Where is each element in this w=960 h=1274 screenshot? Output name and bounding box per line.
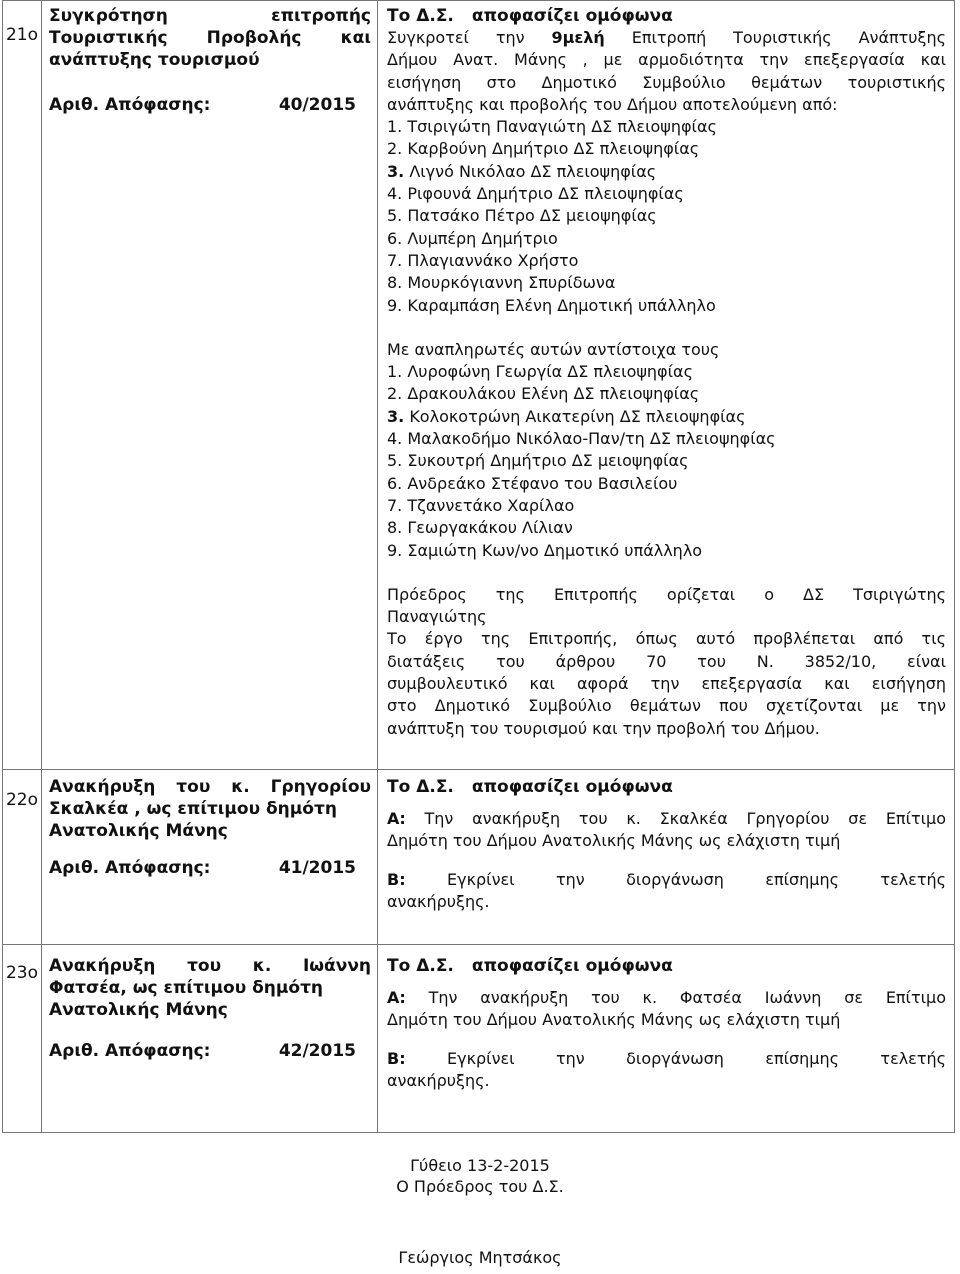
list-item-text: Ανδρεάκο Στέφανο του Βασιλείου [407,473,678,493]
list-item-text: Συκουτρή Δημήτριο ΔΣ μειοψηφίας [407,451,689,471]
substitutes-list [387,361,946,562]
list-item-text: Κολοκοτρώνη Αικατερίνη ΔΣ πλειοψηφίας [409,406,746,426]
subject-line: Τουριστικής Προβολής και [49,28,371,48]
subject-cell [42,945,378,1133]
subject-line: Συγκρότηση επιτροπής [49,6,371,26]
list-item-number: 7. [387,250,403,270]
list-item [387,473,946,495]
list-item-text: Τζαννετάκο Χαρίλαο [407,495,575,515]
decision-number: Αριθ. Απόφασης: 41/2015 [49,858,356,878]
intro-line: Δήμου Ανατ. Μάνης , με αρμοδιότητα την επεξεργασία και [387,50,946,70]
list-item [387,250,946,272]
list-item-number: 6. [387,473,403,493]
list-item [387,428,946,450]
list-item [387,183,946,205]
list-item-text: Μαλακοδήμο Νικόλαο-Παν/τη ΔΣ πλειοψηφίας [407,429,776,449]
list-item-text: Δρακουλάκου Ελένη ΔΣ πλειοψηφίας [407,384,700,404]
list-item-text: Λυροφώνη Γεωργία ΔΣ πλειοψηφίας [407,362,693,382]
list-item [387,450,946,472]
item-number: 21ο [5,25,39,45]
item-number-cell [3,945,42,1133]
decision-number: Αριθ. Απόφασης: 40/2015 [49,95,356,115]
list-item [387,295,946,317]
president-line: Πρόεδρος της Επιτροπής ορίζεται ο ΔΣ Τσιριγώτης [387,584,946,604]
table-row [3,1,955,770]
intro-line: ανάπτυξης και προβολής του Δήμου αποτελούμενη από: [387,94,838,114]
substitutes-title: Με αναπληρωτές αυτών αντίστοιχα τους [387,339,720,359]
list-item-text: Πατσάκο Πέτρο ΔΣ μειοψηφίας [407,206,657,226]
list-item-number: 5. [387,206,403,226]
decision-body [378,770,955,945]
signatory-role: Ο Πρόεδρος του Δ.Σ. [396,1177,564,1196]
item-number-cell [3,1,42,770]
list-item [387,517,946,539]
work-line: συμβουλευτικό και αφορά την επεξεργασία και εισήγηση [387,674,946,694]
decision-number: Αριθ. Απόφασης: 42/2015 [49,1041,356,1061]
subject-line: Ανατολικής Μάνης [49,1000,228,1020]
list-item [387,228,946,250]
list-item-text: Σαμιώτη Κων/νο Δημοτικό υπάλληλο [407,540,703,560]
list-item [387,272,946,294]
decision-body [378,1,955,770]
list-item-number: 1. [387,362,403,382]
minutes-table [2,0,955,1133]
list-item-number: 3. [387,406,405,426]
list-item-number: 1. [387,117,403,137]
list-item-text: Πλαγιαννάκο Χρήστο [407,250,579,270]
subject-line: ανάπτυξης τουρισμού [49,50,260,70]
list-item [387,383,946,405]
decision-body [378,945,955,1133]
subject-cell [42,1,378,770]
list-item-number: 3. [387,161,405,181]
list-item-text: Τσιριγώτη Παναγιώτη ΔΣ πλειοψηφίας [407,117,717,137]
work-line: Το έργο της Επιτροπής, όπως αυτό προβλέπεται από τις [387,629,946,649]
work-line: στο Δημοτικό Συμβούλιο θεμάτων που σχετίζονται με την [387,696,946,716]
list-item-text: Μουρκόγιαννη Σπυρίδωνα [407,273,616,293]
list-item-number: 6. [387,228,403,248]
clause-a-line: Α: Την ανακήρυξη του κ. Σκαλκέα Γρηγορίου σε Επίτιμο [387,809,946,828]
list-item-number: 8. [387,273,403,293]
list-item-number: 9. [387,295,403,315]
members-list [387,116,946,317]
unanimous-heading: Το Δ.Σ. αποφασίζει ομόφωνα [387,6,673,26]
clause-b-line: Β: Εγκρίνει την διοργάνωση επίσημης τελετής [387,869,946,889]
work-line: ανάπτυξη του τουρισμού και την προβολή του Δήμου. [387,718,820,738]
subject-line: Ανακήρυξη του κ. Γρηγορίου [49,777,371,797]
list-item-text: Ριφουνά Δημήτριο ΔΣ πλειοψηφίας [407,184,684,204]
table-row [3,770,955,945]
list-item-number: 8. [387,518,403,538]
list-item [387,495,946,517]
clause-a-line: Δημότη του Δήμου Ανατολικής Μάνης ως ελάχιστη τιμή [387,1010,841,1030]
unanimous-heading: Το Δ.Σ. αποφασίζει ομόφωνα [387,777,673,797]
item-number-cell [3,770,42,945]
list-item [387,406,946,428]
list-item-number: 7. [387,495,403,515]
subject-line: Φατσέα, ως επίτιμου δημότη [49,978,324,998]
list-item [387,138,946,160]
list-item-number: 2. [387,384,403,404]
list-item-number: 4. [387,429,403,449]
clause-b-line: ανακήρυξης. [387,1070,490,1090]
list-item-text: Καρβούνη Δημήτριο ΔΣ πλειοψηφίας [407,139,700,159]
place-date: Γύθειο 13-2-2015 [410,1156,550,1175]
unanimous-heading: Το Δ.Σ. αποφασίζει ομόφωνα [387,956,673,976]
list-item [387,540,946,562]
clause-a-line: Δημότη του Δήμου Ανατολικής Μάνης ως ελάχιστη τιμή [387,831,841,851]
subject-line: Ανατολικής Μάνης [49,821,228,841]
subject-line: Σκαλκέα , ως επίτιμου δημότη [49,799,337,819]
clause-a-line: Α: Την ανακήρυξη του κ. Φατσέα Ιωάννη σε Επίτιμο [387,988,946,1007]
clause-b-line: Β: Εγκρίνει την διοργάνωση επίσημης τελετής [387,1048,946,1068]
list-item [387,116,946,138]
work-line: διατάξεις του άρθρου 70 του Ν. 3852/10, είναι [387,651,946,671]
signatory-name: Γεώργιος Μητσάκος [398,1248,562,1267]
list-item-text: Λυμπέρη Δημήτριο [407,228,558,248]
list-item-number: 9. [387,540,403,560]
list-item-number: 4. [387,184,403,204]
table-row [3,945,955,1133]
list-item [387,205,946,227]
president-line: Παναγιώτης [387,607,487,627]
intro-line: εισήγηση στο Δημοτικό Συμβούλιο θεμάτων τουριστικής [387,72,946,92]
list-item [387,161,946,183]
list-item-number: 5. [387,451,403,471]
intro-line: Συγκροτεί την 9μελή Επιτροπή Τουριστικής Ανάπτυξης [387,28,947,47]
list-item-text: Γεωργακάκου Λίλιαν [407,518,573,538]
item-number: 22ο [5,790,39,810]
subject-line: Ανακήρυξη του κ. Ιωάννη [49,956,371,976]
item-number: 23ο [5,963,39,983]
list-item-text: Λιγνό Νικόλαο ΔΣ πλειοψηφίας [409,161,657,181]
clause-b-line: ανακήρυξης. [387,891,490,911]
subject-cell [42,770,378,945]
list-item-number: 2. [387,139,403,159]
list-item-text: Καραμπάση Ελένη Δημοτική υπάλληλο [407,295,716,315]
list-item [387,361,946,383]
